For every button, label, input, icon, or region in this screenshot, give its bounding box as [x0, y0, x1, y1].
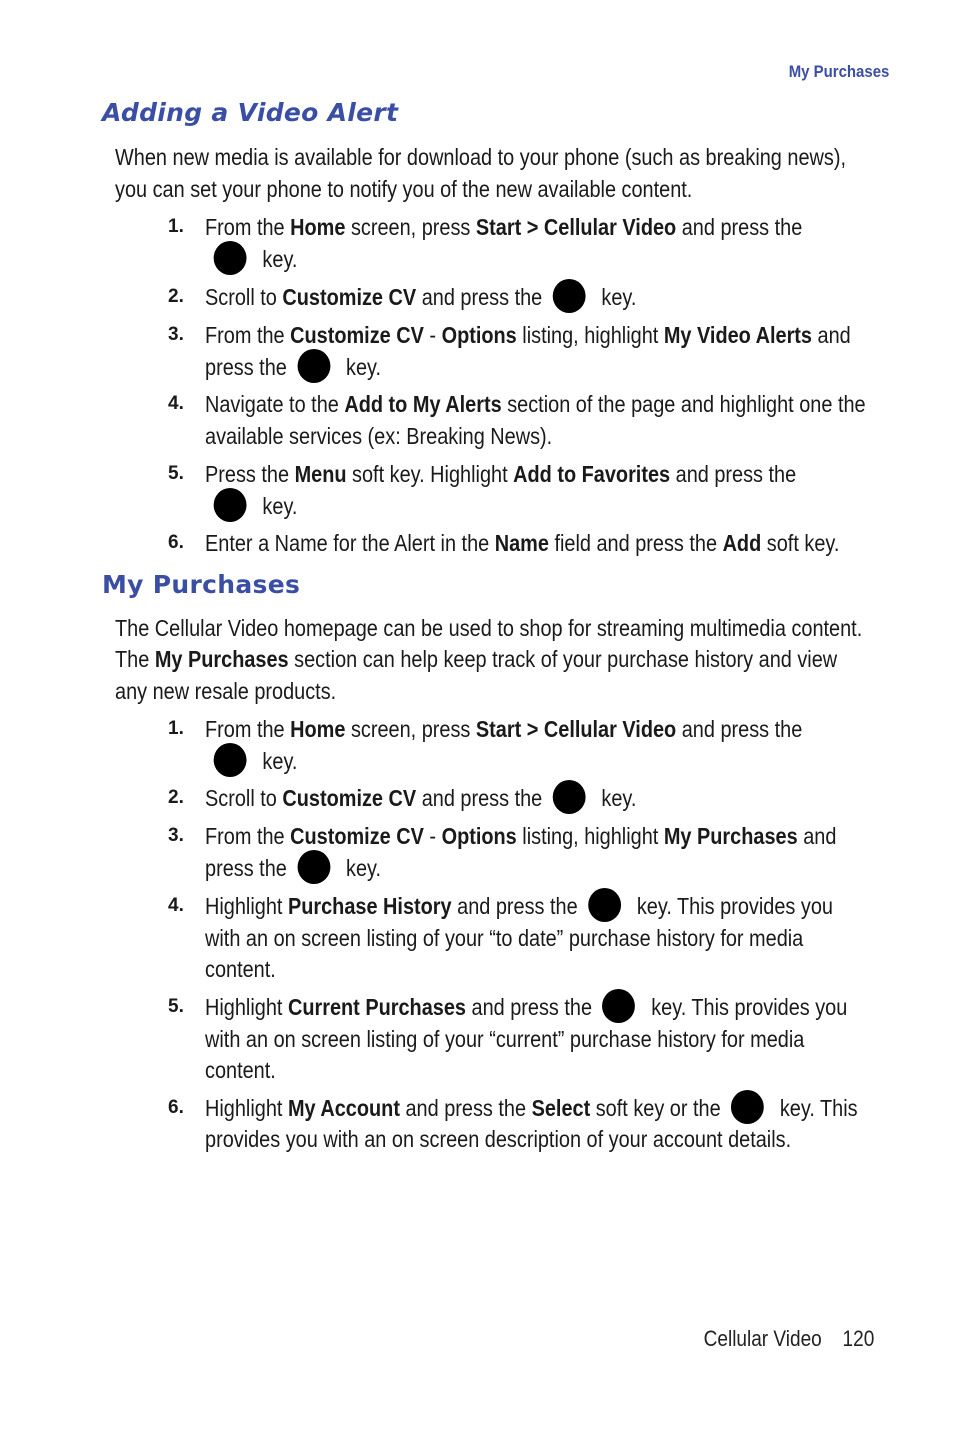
section-title-video-alert: Adding a Video Alert	[102, 98, 399, 127]
section1-intro-line2: you can set your phone to notify you of the new available content.	[115, 176, 693, 202]
step-text: Scroll to Customize CV and press the key.	[205, 281, 636, 313]
step-text: Highlight My Account and press the Select soft key or the key. This	[205, 1092, 858, 1124]
section1-intro-line1: When new media is available for download to your phone (such as breaking news),	[115, 144, 847, 170]
step-text-cont: key.	[205, 745, 297, 777]
step-number: 3.	[168, 825, 184, 846]
step-text-cont: key.	[205, 490, 297, 522]
page-number: 120	[842, 1326, 874, 1351]
step-text-cont: with an on screen listing of your “current” purchase history for media	[205, 1026, 805, 1052]
select-key-icon	[214, 488, 247, 522]
select-key-icon	[553, 780, 586, 814]
select-key-icon	[588, 888, 621, 922]
select-key-icon	[297, 349, 330, 383]
step-number: 1.	[168, 216, 184, 237]
section2-intro-line3: any new resale products.	[115, 678, 337, 704]
step-number: 4.	[168, 895, 184, 916]
select-key-icon	[214, 743, 247, 777]
section-title-my-purchases: My Purchases	[102, 570, 301, 599]
page-footer	[703, 1326, 874, 1352]
step-text: Press the Menu soft key. Highlight Add to Favorites and press the	[205, 461, 797, 487]
step-text: Enter a Name for the Alert in the Name field and press the Add soft key.	[205, 530, 840, 556]
select-key-icon	[297, 850, 330, 884]
step-text-cont: available services (ex: Breaking News).	[205, 423, 553, 449]
step-text-cont: press the key.	[205, 351, 381, 383]
step-text-cont: key.	[205, 243, 297, 275]
step-number: 5.	[168, 463, 184, 484]
step-text-cont: provides you with an on screen description of your account details.	[205, 1126, 792, 1152]
select-key-icon	[731, 1090, 764, 1124]
step-text-cont: content.	[205, 956, 276, 982]
step-number: 2.	[168, 787, 184, 808]
step-text: Scroll to Customize CV and press the key.	[205, 782, 636, 814]
step-text: From the Home screen, press Start > Cellular Video and press the	[205, 214, 803, 240]
step-number: 6.	[168, 1097, 184, 1118]
step-text: From the Home screen, press Start > Cellular Video and press the	[205, 716, 803, 742]
select-key-icon	[214, 241, 247, 275]
step-text: Highlight Purchase History and press the key. This provides you	[205, 890, 833, 922]
step-text-cont: with an on screen listing of your “to date” purchase history for media	[205, 925, 804, 951]
step-number: 3.	[168, 324, 184, 345]
step-number: 4.	[168, 393, 184, 414]
section2-intro-line1: The Cellular Video homepage can be used to shop for streaming multimedia content.	[115, 615, 863, 641]
step-number: 5.	[168, 996, 184, 1017]
step-text-cont: press the key.	[205, 852, 381, 884]
section2-intro-line2: The My Purchases section can help keep track of your purchase history and view	[115, 646, 838, 672]
step-number: 1.	[168, 718, 184, 739]
step-text: From the Customize CV - Options listing, highlight My Video Alerts and	[205, 322, 851, 348]
running-head: My Purchases	[788, 62, 889, 81]
step-text: Navigate to the Add to My Alerts section of the page and highlight one the	[205, 391, 866, 417]
step-text-cont: content.	[205, 1057, 276, 1083]
step-text: From the Customize CV - Options listing, highlight My Purchases and	[205, 823, 837, 849]
step-text: Highlight Current Purchases and press the key. This provides you	[205, 991, 847, 1023]
step-number: 2.	[168, 286, 184, 307]
step-number: 6.	[168, 532, 184, 553]
footer-section: Cellular Video	[703, 1326, 822, 1351]
select-key-icon	[553, 279, 586, 313]
select-key-icon	[602, 989, 635, 1023]
